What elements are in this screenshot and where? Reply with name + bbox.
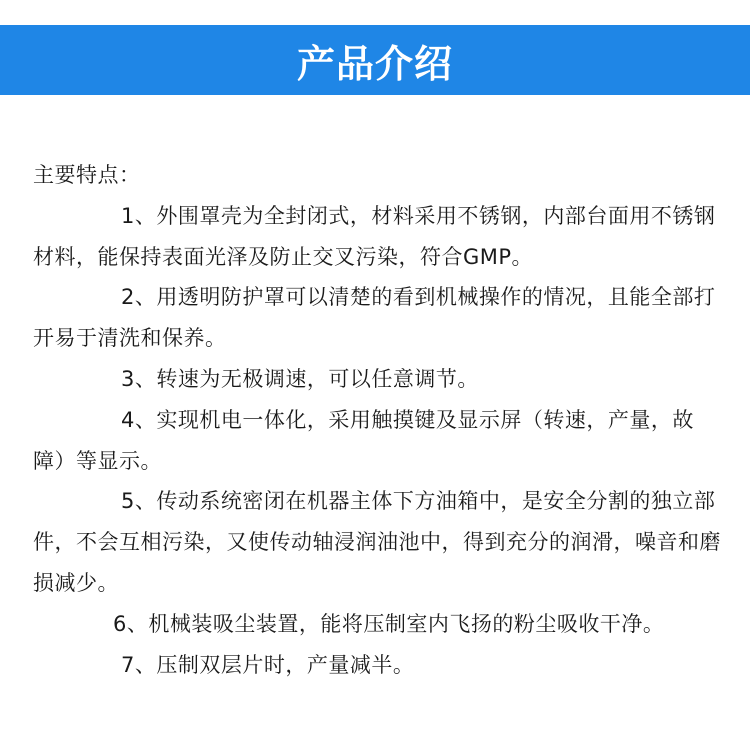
feature-section — [33, 155, 723, 685]
section-heading: 主要特点： — [33, 163, 141, 187]
feature-item-6: 6、机械装吸尘装置，能将压制室内飞扬的粉尘吸收干净。 — [113, 611, 665, 636]
feature-item-7: 7、压制双层片时，产量减半。 — [121, 652, 415, 677]
feature-item-3: 3、转速为无极调速，可以任意调节。 — [121, 366, 479, 391]
feature-item-2: 2、用透明防护罩可以清楚的看到机械操作的情况，且能全部打开易于清洗和保养。 — [33, 285, 716, 351]
title-banner — [0, 25, 750, 95]
feature-item-5: 5、传动系统密闭在机器主体下方油箱中，是安全分割的独立部件，不会互相污染，又使传动轴浸润油池中，得到充分的润滑，噪音和磨损减少。 — [33, 489, 721, 595]
page-title: 产品介绍 — [296, 41, 453, 86]
feature-item-4: 4、实现机电一体化，采用触摸键及显示屏（转速，产量，故障）等显示。 — [33, 407, 694, 473]
feature-item-1: 1、外围罩壳为全封闭式，材料采用不锈钢，内部台面用不锈钢材料，能保持表面光泽及防止交叉污染，符合GMP。 — [33, 203, 716, 269]
